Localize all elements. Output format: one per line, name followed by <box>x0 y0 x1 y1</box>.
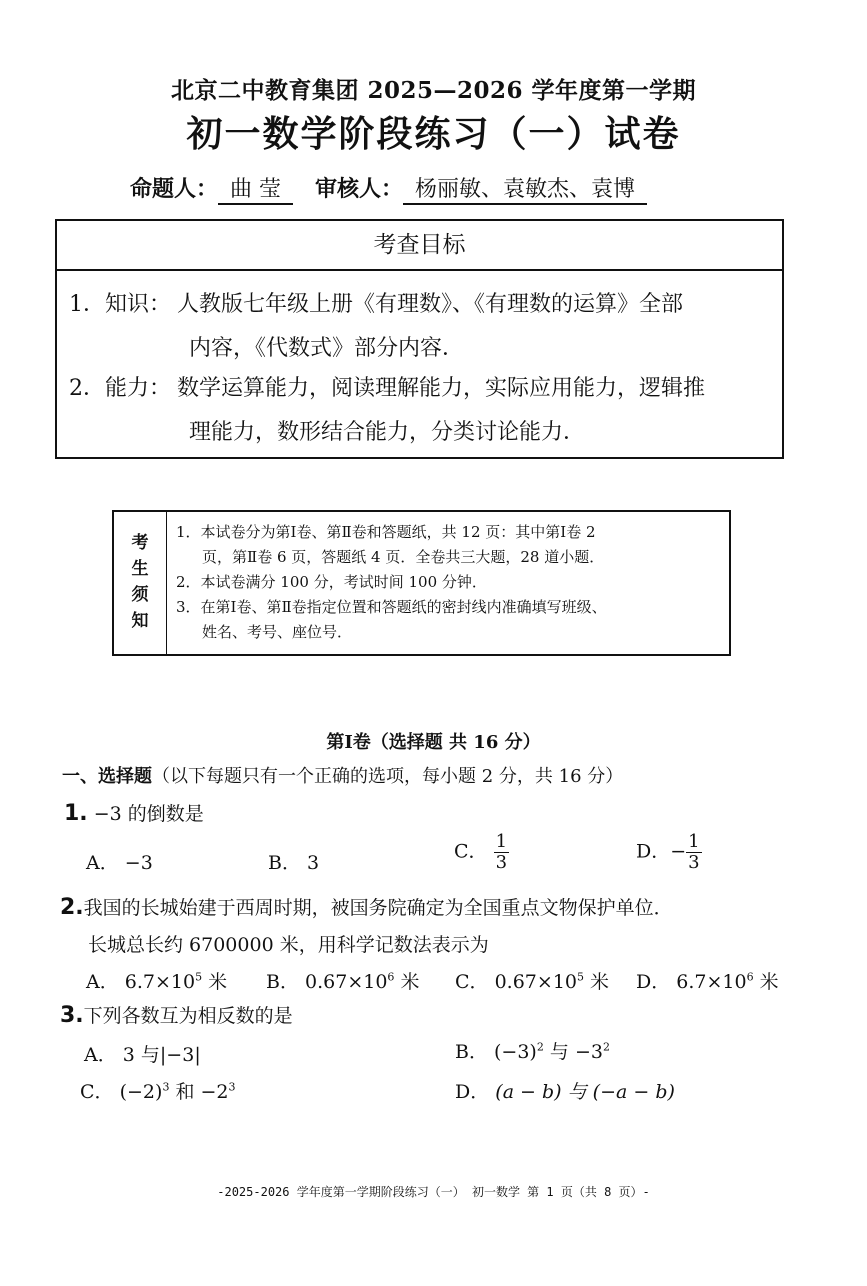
notice-side-label <box>114 512 167 654</box>
question-1 <box>64 799 204 826</box>
option-a <box>84 1040 201 1067</box>
goal-label: 1．知识： <box>69 292 171 317</box>
section-title: 第Ⅰ卷（选择题 共 16 分） <box>326 732 541 753</box>
option-label: B． <box>266 971 299 993</box>
question-number: 2. <box>60 895 84 920</box>
option-value: 3 与|−3| <box>122 1044 201 1066</box>
authors-line <box>130 172 669 205</box>
question-text: 下列各数互为相反数的是 <box>83 1005 293 1027</box>
option-d <box>455 1077 675 1104</box>
exam-title: 初一数学阶段练习（一）试卷 <box>186 113 681 155</box>
question-text: 我国的长城始建于西周时期，被国务院确定为全国重点文物保护单位． <box>83 897 673 919</box>
notice-line: 页，第Ⅱ卷 6 页，答题纸 4 页．全卷共三大题，28 道小题． <box>202 548 605 566</box>
option-value: (a − b) 与 (−a − b) <box>495 1081 675 1103</box>
option-unit: 米 <box>759 971 779 993</box>
option-b <box>455 1037 610 1064</box>
goals-box <box>55 219 784 459</box>
numerator: 1 <box>495 831 508 852</box>
notice-side-char: 知 <box>131 611 149 631</box>
notice-list <box>176 520 723 645</box>
option-value: (−3) <box>494 1041 537 1063</box>
option-label: D． <box>636 840 671 863</box>
notice-line: 2．本试卷满分 100 分，考试时间 100 分钟． <box>176 573 487 591</box>
goals-title: 考查目标 <box>57 221 782 271</box>
question-number: 3. <box>60 1003 84 1028</box>
option-value: 和 −2 <box>169 1081 229 1103</box>
option-label: B． <box>455 1041 488 1063</box>
option-exponent: 2 <box>602 1040 610 1054</box>
option-label: C． <box>455 971 489 993</box>
option-exponent: 3 <box>162 1080 170 1094</box>
option-base: 6.7×10 <box>124 971 196 993</box>
goal-text-continued: 内容，《代数式》部分内容． <box>189 336 465 361</box>
goal-item <box>69 367 774 455</box>
question-text: −3 的倒数是 <box>93 803 204 825</box>
option-label: C． <box>80 1081 114 1103</box>
option-b <box>266 967 419 994</box>
option-d <box>636 832 702 873</box>
part-label: 一、选择题 <box>62 766 152 787</box>
option-exponent: 5 <box>577 970 584 984</box>
author-name: 曲 莹 <box>218 172 293 205</box>
part-heading <box>62 762 623 788</box>
option-value: (−2) <box>119 1081 163 1103</box>
option-a <box>86 848 153 875</box>
option-exponent: 3 <box>228 1080 236 1094</box>
notice-line: 1．本试卷分为第Ⅰ卷、第Ⅱ卷和答题纸，共 12 页：其中第Ⅰ卷 2 <box>176 523 596 541</box>
notice-line: 3．在第Ⅰ卷、第Ⅱ卷指定位置和答题纸的密封线内准确填写班级、 <box>176 598 607 616</box>
denominator: 3 <box>495 852 508 873</box>
option-label: A． <box>86 852 119 874</box>
part-note: （以下每题只有一个正确的选项，每小题 2 分，共 16 分） <box>152 766 624 787</box>
option-base: 0.67×10 <box>305 971 388 993</box>
exam-notice-box <box>112 510 731 656</box>
school-header: 北京二中教育集团 2025—2026 学年度第一学期 <box>170 77 697 104</box>
minus-sign: − <box>670 840 687 863</box>
reviewer-names: 杨丽敏、袁敏杰、袁博 <box>403 172 647 205</box>
option-base: 6.7×10 <box>676 971 747 993</box>
denominator: 3 <box>688 852 700 873</box>
option-label: B． <box>268 852 301 874</box>
option-a <box>86 967 227 994</box>
option-unit: 米 <box>400 971 420 993</box>
option-label: C． <box>454 840 488 863</box>
option-exponent: 6 <box>746 970 754 984</box>
option-d <box>636 967 779 994</box>
notice-side-char: 考 <box>131 533 149 553</box>
question-3 <box>60 1001 293 1028</box>
option-label: A． <box>84 1044 117 1066</box>
goal-item <box>69 283 774 371</box>
option-label: D． <box>636 971 671 993</box>
option-value: 3 <box>307 852 320 874</box>
option-value: −3 <box>124 852 153 874</box>
goal-text: 人教版七年级上册《有理数》、《有理数的运算》全部 <box>177 292 684 317</box>
option-c <box>80 1077 236 1104</box>
option-base: 0.67×10 <box>494 971 577 993</box>
option-unit: 米 <box>590 971 610 993</box>
question-2 <box>60 893 673 920</box>
goal-label: 2．能力： <box>69 376 171 401</box>
option-value: 与 −3 <box>543 1041 603 1063</box>
option-unit: 米 <box>208 971 228 993</box>
notice-side-char: 生 <box>131 559 149 579</box>
numerator: 1 <box>688 831 700 852</box>
fraction <box>494 832 509 873</box>
option-exponent: 2 <box>536 1040 544 1054</box>
option-label: D． <box>455 1081 490 1103</box>
option-exponent: 6 <box>387 970 395 984</box>
option-b <box>268 848 319 875</box>
question-number: 1. <box>64 801 88 826</box>
goal-text-continued: 理能力，数形结合能力，分类讨论能力． <box>189 420 586 445</box>
page-footer: -2025-2026 学年度第一学期阶段练习（一） 初一数学 第 1 页（共 8 页）- <box>217 1185 650 1199</box>
question-2-continued: 长城总长约 6700000 米，用科学记数法表示为 <box>88 934 489 956</box>
option-exponent: 5 <box>195 970 203 984</box>
notice-line: 姓名、考号、座位号． <box>202 623 353 641</box>
notice-side-char: 须 <box>131 585 149 605</box>
option-c <box>454 832 509 873</box>
option-c <box>455 967 609 994</box>
fraction <box>686 832 701 873</box>
author-label: 命题人： <box>130 176 219 202</box>
option-label: A． <box>86 971 119 993</box>
reviewer-label: 审核人： <box>315 176 404 202</box>
goal-text: 数学运算能力，阅读理解能力，实际应用能力，逻辑推 <box>177 376 706 401</box>
